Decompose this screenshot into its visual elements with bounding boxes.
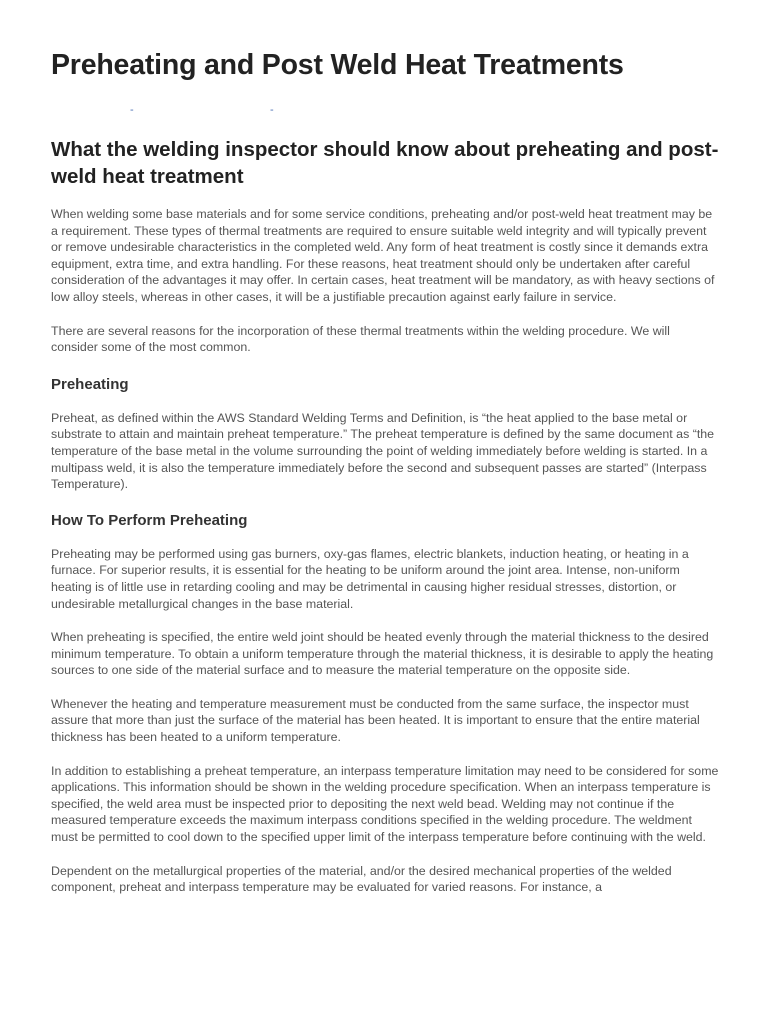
intro-paragraph-1: When welding some base materials and for some service conditions, preheating and/or post-weld heat treatment may be a requirement. These types of thermal treatments are required to ensure suitable weld integrity and will typically prevent or remove undesirable characteristics in the completed weld. Any form of heat treatment is costly since it demands extra equipment, extra time, and extra handling. For these reasons, heat treatment should only be undertaken after careful consideration of the advantages it may offer. In certain cases, heat treatment will be mandatory, as with heavy sections of low alloy steels, whereas in other cases, it will be a justifiable precaution against early failure in service.: [51, 207, 715, 304]
link-dash-1[interactable]: -: [130, 104, 134, 116]
section-heading-preheating: Preheating: [51, 375, 129, 393]
how-to-paragraph-5: Dependent on the metallurgical properties of the material, and/or the desired mechanical properties of the welded component, preheat and interpass temperature may be evaluated for varied reasons. For instance, a: [51, 863, 672, 895]
section-heading-how-to: How To Perform Preheating: [51, 511, 248, 529]
link-row: [51, 104, 351, 116]
how-to-paragraph-4: In addition to establishing a preheat temperature, an interpass temperature limitation may need to be considered for some applications. This information should be shown in the welding procedure specification. When an interpass temperature is specified, the weld area must be inspected prior to depositing the next weld bead. Welding may not continue if the measured temperature exceeds the maximum interpass conditions specified in the welding procedure. The weldment must be permitted to cool down to the specified upper limit of the interpass temperature before continuing with the weld.: [51, 763, 719, 845]
preheating-paragraph-1: Preheat, as defined within the AWS Standard Welding Terms and Definition, is “the heat applied to the base metal or substrate to attain and maintain preheat temperature.” The preheat temperature is defined by the same document as “the temperature of the base metal in the volume surrounding the point of welding immediately before welding is started. In a multipass weld, it is also the temperature immediately before the second and subsequent passes are started” (Interpass Temperature).: [51, 410, 715, 492]
how-to-paragraph-1: Preheating may be performed using gas burners, oxy-gas flames, electric blankets, induction heating, or heating in a furnace. For superior results, it is essential for the heating to be uniform around the joint area. Intense, non-uniform heating is of little use in retarding cooling and may be detrimental in causing higher residual stresses, distortion, or undesirable metallurgical changes in the base material.: [51, 546, 689, 611]
how-to-paragraph-3: Whenever the heating and temperature measurement must be conducted from the same surface, the inspector must assure that more than just the surface of the material has been heated. It is important to ensure that the entire material thickness has been heated to a uniform temperature.: [51, 696, 700, 745]
document-title: Preheating and Post Weld Heat Treatments: [51, 49, 624, 81]
article-title: What the welding inspector should know about preheating and post-weld heat treatment: [51, 138, 719, 188]
intro-paragraph-2: There are several reasons for the incorporation of these thermal treatments within the welding procedure. We will consider some of the most common.: [51, 323, 670, 355]
article-body: [51, 206, 719, 896]
link-dash-2[interactable]: -: [270, 104, 274, 116]
how-to-paragraph-2: When preheating is specified, the entire weld joint should be heated evenly through the material thickness to the desired minimum temperature. To obtain a uniform temperature through the material thickness, it is desirable to apply the heating sources to one side of the material surface and to measure the material temperature on the opposite side.: [51, 630, 714, 678]
